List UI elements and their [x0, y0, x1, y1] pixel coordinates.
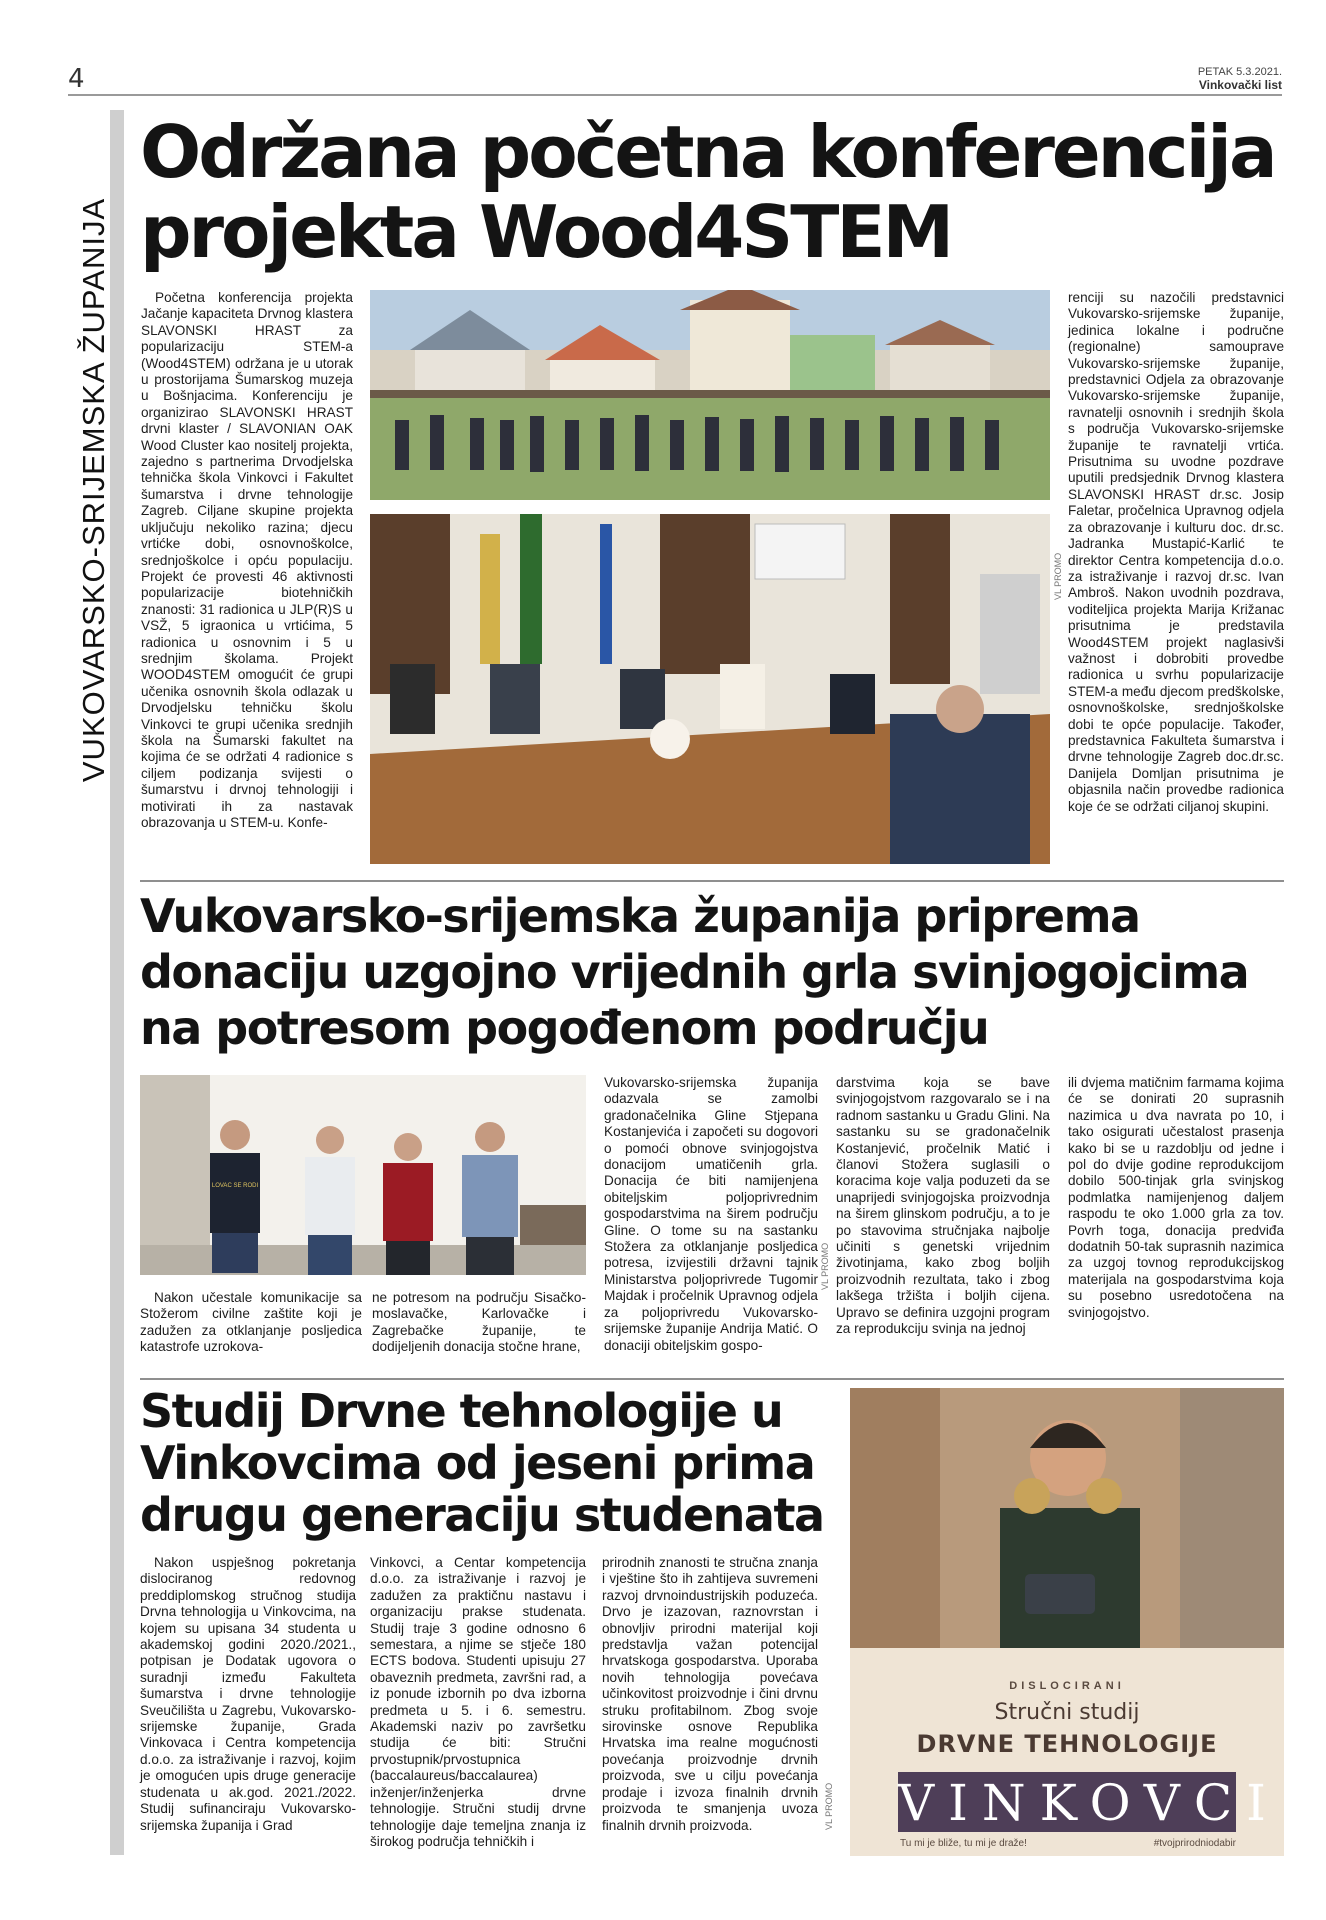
article2-promo-tag: VL PROMO — [820, 1242, 830, 1290]
article3-column2: Vinkovci, a Centar kompetencija d.o.o. za istraživanje i razvoj je zadužen za praktičnu nastavu i organizaciju prakse studenata. Studij traje 3 godine odnosno 6 semestara, a njime se stječe 180 ECTS bodova. Studenti upisuju 27 obaveznih predmeta, završni rad, a iz ponude izbornih po dva izborna predmeta u 5. i 6. semestru. Akademski naziv po završetku studija će biti: Stručni prvostupnik/prvostupnica (baccalaureus/baccalaurea) inženjer/inženjerka drvne tehnologije. Stručni studij drvne tehnologije daje temeljna znanja iz širokog područja tehničkih i — [370, 1555, 586, 1849]
article-divider — [140, 880, 1284, 882]
article2-column1: Nakon učestale komunikacije sa Stožerom civilne zaštite koji je zadužen za otklanjanje posljedica katastrofe uzrokova- — [140, 1290, 362, 1355]
ad-title: DRVNE TEHNOLOGIJE — [916, 1730, 1218, 1758]
ad-eyebrow: DISLOCIRANI — [1009, 1680, 1125, 1692]
article1-column1: Početna konferencija projekta Jačanje kapaciteta Drvnog klastera SLAVONSKI HRAST za popularizaciju STEM-a (Wood4STEM) održana je u utorak u prostorijama Šumarskog muzeja u Bošnjacima. Konferenciju je organizirao SLAVONSKI HRAST drvni klaster / SLAVONIAN OAK Wood Cluster kao nositelj projekta, zajedno s partnerima Drvodjelska tehnička škola Vinkovci i Fakultet šumarstva i drvne tehnologije Zagreb. Ciljane skupine projekta uključuju nekoliko razina; djecu vrtićke dobi, osnovnoškolce, srednjoškolce i opću populaciju. Projekt će provesti 46 aktivnosti popularizacije biotehničkih znanosti: 31 radionica u JLP(R)S u VSŽ, 5 igraonica u vrtićima, 5 radionica u osnovnim i 5 u srednjim školama. Projekt WOOD4STEM omogućit će grupi učenika osnovnih škola odlazak u Drvodjelsku tehničku školu Vinkovci te grupi učenika srednjih škola na Šumarski fakultet na kojima će se održati 4 radionice s ciljem podizanja svijesti o šumarstvu i drvnoj tehnologiji i motivirati ih za nastavak obrazovanja u STEM-u. Konfe- — [141, 290, 353, 830]
article3-promo-tag: VL PROMO — [824, 1782, 834, 1830]
article2-column4: darstvima koja se bave svinjogojstvom razgovaralo se i na radnom sastanku u Gradu Glini. Na sastanku su se gradonačelnik Kostanjević, pročelnik Matić i članovi Stožera suglasili o koracima koje valja poduzeti da se unaprijedi svinjogojska proizvodnja na širem glinskom području, a to je po stavovima stručnjaka najbolje učiniti s genetski vrijednim životinjama, kako zbog boljih proizvodnih rezultata, tako i zbog lakšega tržišta i boljih cijena. Upravo se definira uzgojni program za reprodukciju svinja na jednoj — [836, 1075, 1050, 1337]
section-label: VUKOVARSKO-SRIJEMSKA ŽUPANIJA — [76, 197, 111, 783]
masthead-info — [1198, 66, 1282, 92]
section-label-band — [68, 110, 120, 870]
shirt-print: LOVAC SE RODI — [211, 1183, 259, 1189]
header-rule — [68, 94, 1282, 96]
page-number: 4 — [68, 64, 85, 94]
article1-photo-conference — [370, 514, 1050, 864]
article2-column5: ili dvjema matičnim farmama kojima će se donirati 20 suprasnih nazimica u dva navrata po 10, i tako osigurati učestalost prasenja kako bi se u razdoblju od jedne i pol do dvije godine reprodukcijom dobilo 500-tinjak grla svinjskog podmlatka namijenjenog daljem raspodu te oko 1.000 grla za tov. Povrh toga, donacija predviđa dodatnih 50-tak suprasnih nazimica za uzgoj tovnog reprodukcijskog materijala na gospodarstvima koja su posebno usredotočena na svinjogojstvo. — [1068, 1075, 1284, 1320]
article-divider-2 — [140, 1378, 1284, 1380]
ad-subtitle: Stručni studij — [994, 1700, 1140, 1725]
group-photo-illustration — [370, 290, 1050, 500]
article3-column3: prirodnih znanosti te stručna znanja i vještine što ih zahtijeva suvremeni razvoj drvnoindustrijskih poduzeća. Drvo je izazovan, raznovrstan i obnovljiv prirodni materijal koji predstavlja važan potencijal hrvatskoga gospodarstva. Uporaba novih tehnologija povećava učinkovitost proizvodnje i čini drvnu struku profitabilnom. Zbog svoje sirovinske osnove Republika Hrvatska ima realne mogućnosti povećanja proizvodnje drvnih proizvoda, sve u cilju povećanja prodaje i izvoza finalnih drvnih proizvoda te smanjenja uvoza finalnih drvnih proizvoda. — [602, 1555, 818, 1833]
article2-photo — [140, 1075, 586, 1275]
article1-photo-group — [370, 290, 1050, 500]
issue-date: PETAK 5.3.2021. — [1197, 66, 1282, 78]
article2-column2: ne potresom na području Sisačko-moslavačke, Karlovačke i Zagrebačke županije, te dodijeljenih donacija stočne hrane, — [372, 1290, 586, 1355]
study-advertisement — [850, 1388, 1284, 1856]
newspaper-name: Vinkovački list — [1198, 78, 1282, 92]
conference-photo-illustration — [370, 514, 1050, 864]
ad-city-banner: VINKOVCI — [898, 1774, 1280, 1832]
article1-column2: renciji su nazočili predstavnici Vukovarsko-srijemske županije, jedinica lokalne i područne (regionalne) samouprave Vukovarsko-srijemske županije, predstavnici Odjela za obrazovanje Vukovarsko-srijemske županije, ravnatelji osnovnih i srednjih škola s područja Vukovarsko-srijemske županije te ravnatelji vrtića. Prisutnima su uvodne pozdrave uputili predsjednik Drvnog klastera SLAVONSKI HRAST dr.sc. Josip Faletar, pročelnica Upravnog odjela za obrazovanje i kulturu doc. dr.sc. Jadranka Mustapić-Karlić te direktor Centra kompetencija d.o.o. za istraživanje i razvoj dr.sc. Ivan Ambroš. Nakon uvodnih pozdrava, voditeljica projekta Marija Križanac prisutnima je predstavila Wood4STEM projekt naglasivši važnost i dobrobiti provedbe radionica u svrhu popularizacije STEM-a među djecom predškolske, osnovnoškolske, srednjoškolske dobi te opće populacije. Također, predstavnica Fakulteta šumarstva i drvne tehnologije Zagreb doc.dr.sc. Danijela Domljan prisutnima je objasnila način provedbe radionica koje će se održati ciljanoj skupini. — [1068, 290, 1284, 814]
ad-slogan: Tu mi je bliže, tu mi je draže! — [900, 1838, 1027, 1849]
article2-column3: Vukovarsko-srijemska županija odazvala se zamolbi gradonačelnika Gline Stjepana Kostanjevića i započeti su dogovori o pomoći obnove svinjogojstva donacijom umatičenih grla. Donacija će biti namijenjena obiteljskim poljoprivrednim gospodarstvima na širem području Gline. O tome su na sastanku Stožera za otklanjanje posljedica potresa, izvijestili državni tajnik Ministarstva poljoprivrede Tugomir Majdak i pročelnik Upravnog odjela za poljoprivredu Vukovarsko-srijemske županije Andrija Matić. O donaciji obiteljskim gospo- — [604, 1075, 818, 1353]
article3-headline: Studij Drvne tehnologije u Vinkovcima od jeseni prima drugu generaciju studenata — [140, 1384, 824, 1542]
article1-headline: Održana početna konferencija projekta Wood4STEM — [140, 110, 1275, 274]
article2-headline: Vukovarsko-srijemska županija priprema donaciju uzgojno vrijednih grla svinjogojcima na potresom pogođenom području — [140, 889, 1249, 1055]
ad-hashtag: #tvojprirodniodabir — [1153, 1838, 1236, 1849]
article1-promo-tag: VL PROMO — [1053, 552, 1063, 600]
men-photo-illustration — [140, 1075, 586, 1275]
article3-column1: Nakon uspješnog pokretanja dislociranog redovnog preddiplomskog stručnog studija Drvna tehnologija u Vinkovcima, na kojem su upisana 34 studenta u akademskoj godini 2020./2021., potpisan je Dodatak ugovora o suradnji između Fakulteta šumarstva i drvne tehnologije Sveučilišta u Zagrebu, Vukovarsko-srijemske županije, Grada Vinkovaca i Centra kompetencija d.o.o. za istraživanje i razvoj, kojim je omogućen upis druge generacije studenata u ak.god. 2021./2022. Studij sufinanciraju Vukovarsko-srijemska županija i Grad — [140, 1555, 356, 1833]
